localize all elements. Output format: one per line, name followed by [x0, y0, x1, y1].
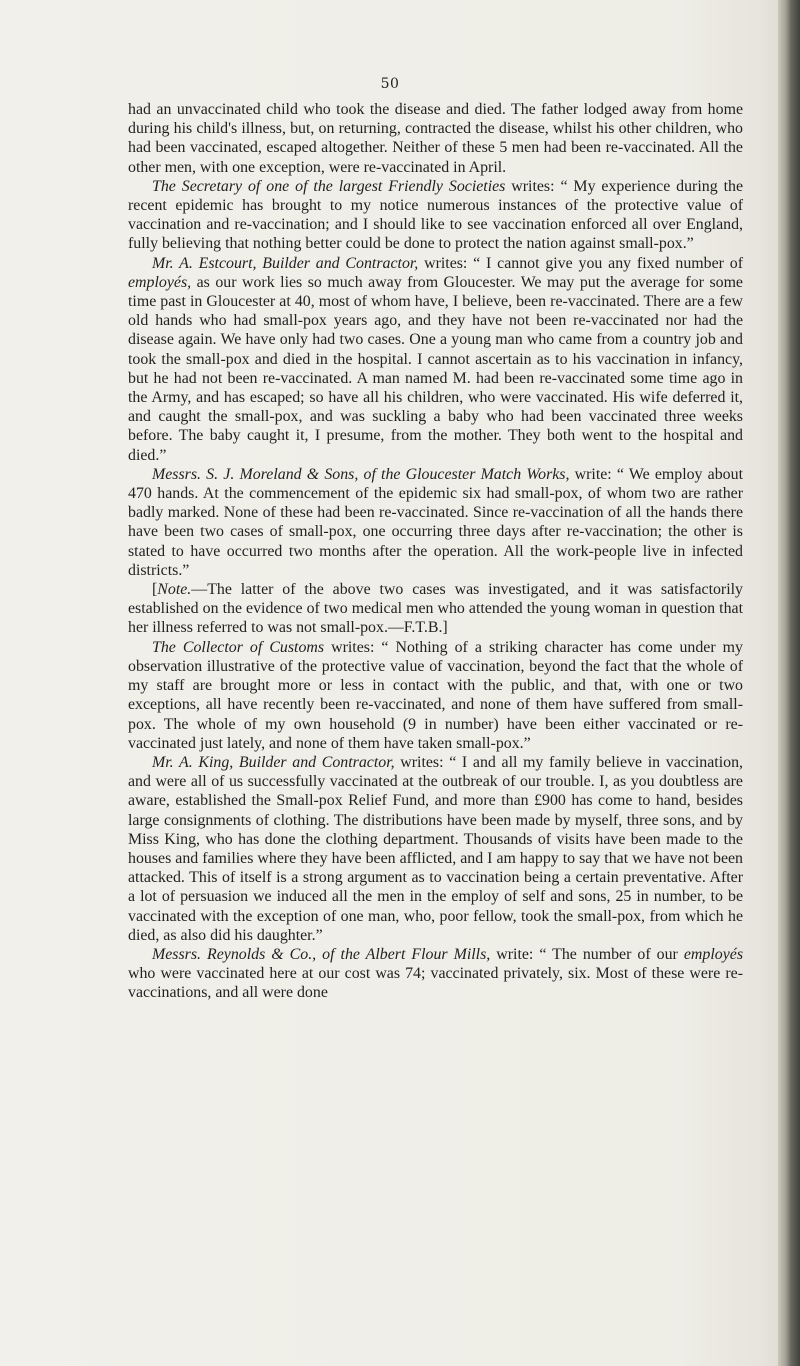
italic-text: The Collector of Customs: [152, 638, 325, 656]
paragraph: [128, 580, 743, 638]
italic-text: The Secretary of one of the largest Friendly Societies: [152, 177, 506, 195]
italic-text: Mr. A. King, Builder and Contractor,: [152, 753, 395, 771]
text-segment: —The latter of the above two cases was investigated, and it was satisfactorily established on the evidence of two medical men who attended the young woman in question that her illness referred to was not small-pox.—F.T.B.]: [128, 581, 743, 637]
text-segment: writes: “ I and all my family believe in vaccination, and were all of us successfully vaccinated at the outbreak of our trouble. I, as you doubtless are aware, established the Small-pox Relief Fund, and more than £900 has come to hand, besides large consignments of clothing. The distributions have been made by myself, three sons, and by Miss King, who has done the clothing department. Thousands of visits have been made to the houses and families where they have been afflicted, and I am happy to say that we have not been attacked. This of itself is a strong argument as to vaccination being a certain preventative. After a lot of persuasion we induced all the men in the employ of self and sons, 25 in number, to be vaccinated with the exception of one man, who, poor fellow, took the small-pox, from which he died, as also did his daughter.”: [128, 753, 743, 944]
italic-text: Messrs. Reynolds & Co., of the Albert Flour Mills,: [152, 945, 491, 963]
italic-text: Mr. A. Estcourt, Builder and Contractor,: [152, 254, 419, 272]
italic-text: Messrs. S. J. Moreland & Sons, of the Gloucester Match Works,: [152, 465, 570, 483]
paragraph: [128, 177, 743, 254]
paragraph: [128, 753, 743, 945]
text-segment: [: [152, 581, 158, 599]
italic-text: employés,: [128, 273, 192, 291]
paragraph: [128, 100, 743, 177]
body-text: [128, 100, 743, 1003]
italic-text: Note.: [157, 581, 192, 599]
page-number: 50: [380, 76, 400, 92]
text-segment: write: “ The number of our: [490, 945, 684, 963]
paragraph: [128, 945, 743, 1003]
text-segment: as our work lies so much away from Gloucester. We may put the average for some time past in Gloucester at 40, most of whom have, I believe, been re-vaccinated. There are a few old hands who had small-pox years ago, and they have not been re-vaccinated nor had the disease again. We have only had two cases. One a young man who came from a country job and took the small-pox and died in the hospital. I cannot ascertain as to his vaccination in infancy, but he had not been re-vaccinated. A man named M. had been re-vaccinated some time ago in the Army, and has escaped; so have all his children, who were vaccinated. His wife deferred it, and caught the small-pox, and was suckling a baby who had been vaccinated three weeks before. The baby caught it, I presume, from the mother. They both went to the hospital and died.”: [128, 273, 743, 464]
text-segment: writes: “ My experience during the recent epidemic has brought to my notice numerous instances of the protective value of vaccination and re-vaccination; and I should like to see vaccination enforced all over England, fully believing that nothing better could be done to protect the nation against small-pox.”: [128, 177, 743, 253]
text-segment: who were vaccinated here at our cost was 74; vaccinated privately, six. Most of these were re-vaccinations, and all were done: [128, 965, 743, 1002]
text-segment: writes: “ I cannot give you any fixed number of: [418, 254, 743, 272]
paragraph: [128, 638, 743, 753]
paragraph: [128, 465, 743, 580]
paragraph: [128, 254, 743, 465]
italic-text: employés: [683, 945, 743, 963]
page-edge-shadow: [778, 0, 800, 1366]
text-segment: write: “ We employ about 470 hands. At the commencement of the epidemic six had small-pox, of whom two are rather badly marked. None of these had been re-vaccinated. Since re-vaccination of all the hands there have been two cases of small-pox, one occurring three days after re-vaccination; the other is stated to have occurred two months after the operation. All the work-people live in infected districts.”: [128, 465, 743, 579]
text-segment: writes: “ Nothing of a striking character has come under my observation illustrative of the protective value of vaccination, beyond the fact that the whole of my staff are brought more or less in contact with the public, and that, with one or two exceptions, all have recently been re-vaccinated, and none of them have suffered from small-pox. The whole of my own household (9 in number) have been either vaccinated or re-vaccinated just lately, and none of them have taken small-pox.”: [128, 638, 743, 752]
text-segment: had an unvaccinated child who took the disease and died. The father lodged away from home during his child's illness, but, on returning, contracted the disease, whilst his other children, who had been vaccinated, escaped altogether. Neither of these 5 men had been re-vaccinated. All the other men, with one exception, were re-vaccinated in April.: [128, 101, 743, 176]
